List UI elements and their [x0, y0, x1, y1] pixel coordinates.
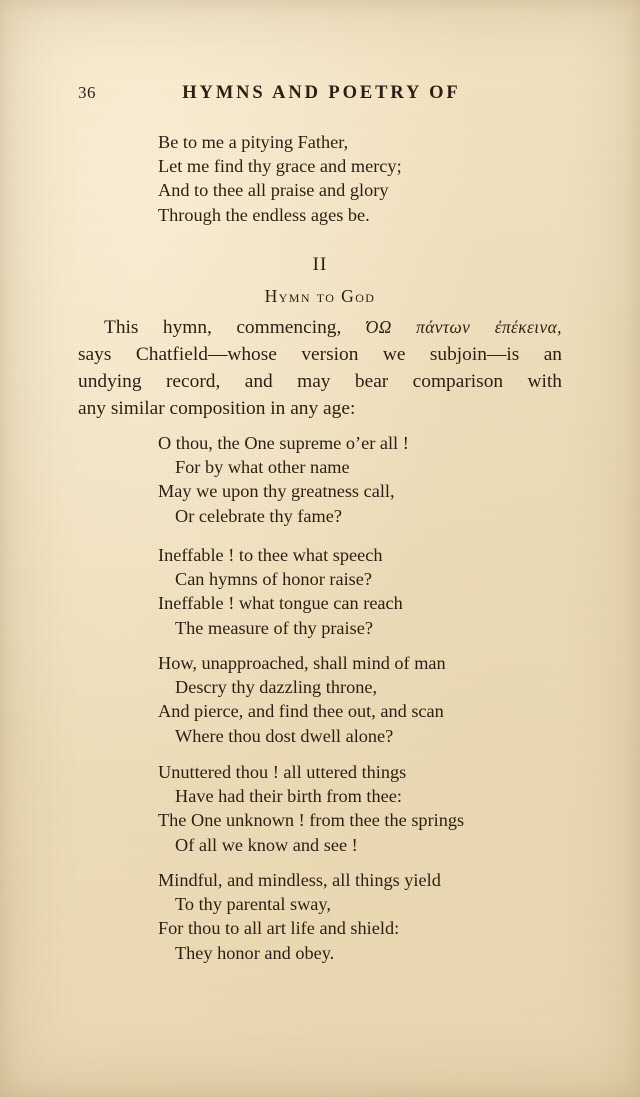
- prose-word: undying: [78, 371, 142, 392]
- verse-line: The measure of thy praise?: [175, 617, 373, 638]
- running-head: [0, 82, 640, 108]
- prose-word: commencing,: [236, 317, 342, 338]
- greek-phrase-word: πάντων: [416, 317, 471, 337]
- prose-word: This: [104, 317, 139, 338]
- prose-word: may: [297, 371, 331, 392]
- hymn-stanza-4: [158, 760, 464, 857]
- verse-line: For thou to all art life and shield:: [158, 918, 400, 939]
- verse-line: They honor and obey.: [175, 942, 335, 963]
- verse-line: Ineffable ! what tongue can reach: [158, 593, 403, 614]
- verse-line: O thou, the One supreme o’er all !: [158, 433, 409, 453]
- hymn-title: Hymn to God: [264, 286, 376, 306]
- verse-line: And to thee all praise and glory: [158, 180, 389, 201]
- verse-line: How, unapproached, shall mind of man: [158, 653, 446, 673]
- prose-word: and: [244, 371, 273, 392]
- prose-line: any similar composition in any age:: [78, 398, 356, 419]
- prose-word: subjoin—is: [429, 344, 520, 365]
- verse-line: Through the endless ages be.: [158, 204, 370, 225]
- prose-line: [78, 314, 562, 341]
- verse-line: Where thou dost dwell alone?: [175, 725, 394, 746]
- verse-line: Let me find thy grace and mercy;: [158, 156, 402, 177]
- verse-line: Unuttered thou ! all uttered things: [158, 762, 407, 782]
- verse-line: The One unknown ! from thee the springs: [158, 810, 465, 831]
- prose-word: comparison: [412, 371, 504, 392]
- verse-line: For by what other name: [175, 457, 350, 478]
- prose-line: [78, 368, 562, 395]
- verse-line: To thy parental sway,: [175, 894, 331, 915]
- hymn-stanza-2: [158, 543, 403, 640]
- prose-word: with: [527, 371, 562, 392]
- verse-line: Have had their birth from thee:: [175, 786, 402, 807]
- opening-stanza: [158, 130, 402, 227]
- verse-line: Mindful, and mindless, all things yield: [158, 870, 441, 890]
- prose-word: Chatfield—whose: [135, 344, 277, 365]
- greek-phrase-word: ΌΩ: [365, 317, 392, 337]
- verse-line: Ineffable ! to thee what speech: [158, 545, 383, 565]
- prose-word: hymn,: [162, 317, 212, 338]
- prose-word: bear: [354, 371, 389, 392]
- prose-paragraph: [78, 314, 562, 422]
- greek-phrase-word: ἐπέκεινα,: [494, 317, 562, 337]
- verse-line: May we upon thy greatness call,: [158, 481, 395, 502]
- page-number: 36: [78, 83, 96, 102]
- prose-word: says: [78, 344, 112, 365]
- verse-line: Be to me a pitying Father,: [158, 132, 349, 152]
- verse-line: Can hymns of honor raise?: [175, 569, 372, 590]
- prose-line: [78, 341, 562, 368]
- hymn-stanza-3: [158, 651, 446, 748]
- verse-line: And pierce, and find thee out, and scan: [158, 701, 444, 722]
- prose-word: an: [543, 344, 562, 365]
- running-head-title: HYMNS AND POETRY OF: [182, 83, 461, 103]
- hymn-stanza-5: [158, 868, 441, 965]
- hymn-stanza-1: [158, 431, 409, 528]
- verse-line: Of all we know and see !: [175, 834, 358, 855]
- section-number: II: [312, 254, 328, 275]
- prose-word: we: [382, 344, 406, 365]
- verse-line: Descry thy dazzling throne,: [175, 677, 378, 698]
- prose-word: record,: [165, 371, 221, 392]
- verse-line: Or celebrate thy fame?: [175, 505, 342, 526]
- prose-word: version: [301, 344, 359, 365]
